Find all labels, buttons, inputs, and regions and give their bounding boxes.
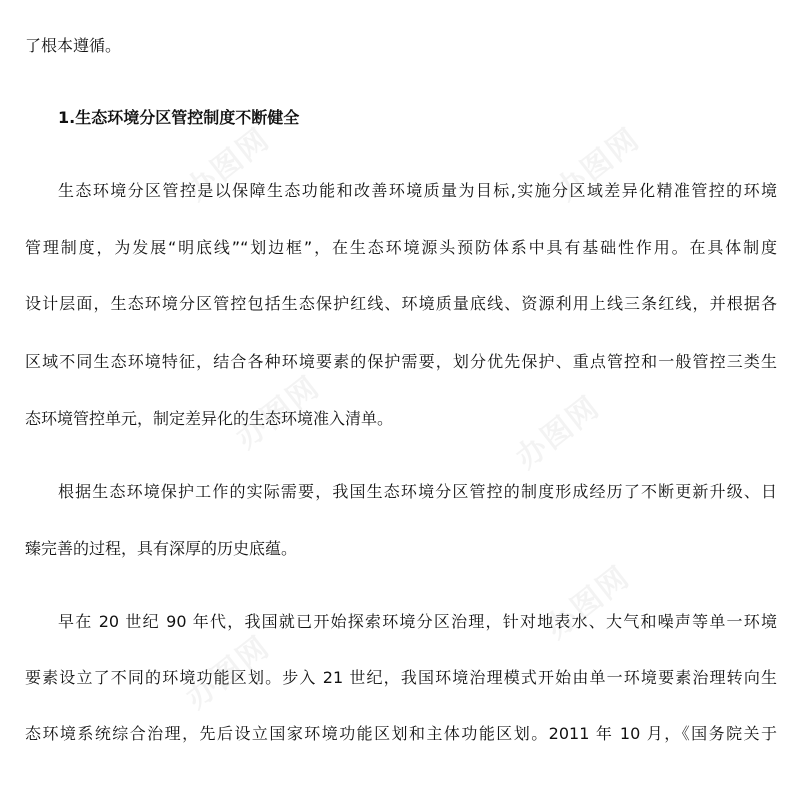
paragraph-line: 区域不同生态环境特征，结合各种环境要素的保护需要，划分优先保护、重点管控和一般管控三类生 <box>25 352 777 371</box>
paragraph-line: 根据生态环境保护工作的实际需要，我国生态环境分区管控的制度形成经历了不断更新升级、日 <box>58 482 777 501</box>
watermark: 办图网 <box>509 389 607 477</box>
paragraph-line: 了根本遵循。 <box>25 36 122 55</box>
paragraph-line: 生态环境分区管控是以保障生态功能和改善环境质量为目标,实施分区域差异化精准管控的环境 <box>58 181 777 200</box>
paragraph-line: 管理制度，为发展“明底线”“划边框”，在生态环境源头预防体系中具有基础性作用。在具体制度 <box>25 238 777 257</box>
watermark: 办图网 <box>549 121 647 209</box>
paragraph-line: 设计层面，生态环境分区管控包括生态保护红线、环境质量底线、资源利用上线三条红线，并根据各 <box>25 294 777 313</box>
paragraph-line: 早在 20 世纪 90 年代，我国就已开始探索环境分区治理，针对地表水、大气和噪声等单一环境 <box>58 612 777 631</box>
watermark: 办图网 <box>229 369 327 457</box>
paragraph-line: 要素设立了不同的环境功能区划。步入 21 世纪，我国环境治理模式开始由单一环境要素治理转向生 <box>25 668 777 687</box>
paragraph-line: 臻完善的过程，具有深厚的历史底蕴。 <box>25 539 298 558</box>
paragraph-line: 态环境管控单元，制定差异化的生态环境准入清单。 <box>25 409 394 428</box>
watermark: 办图网 <box>179 121 277 209</box>
watermark: 办图网 <box>539 559 637 647</box>
watermark: 办图网 <box>179 629 277 717</box>
paragraph-line: 态环境系统综合治理，先后设立国家环境功能区划和主体功能区划。2011 年 10 月，《国务院关于 <box>25 724 777 743</box>
section-heading: 1.生态环境分区管控制度不断健全 <box>58 108 300 127</box>
